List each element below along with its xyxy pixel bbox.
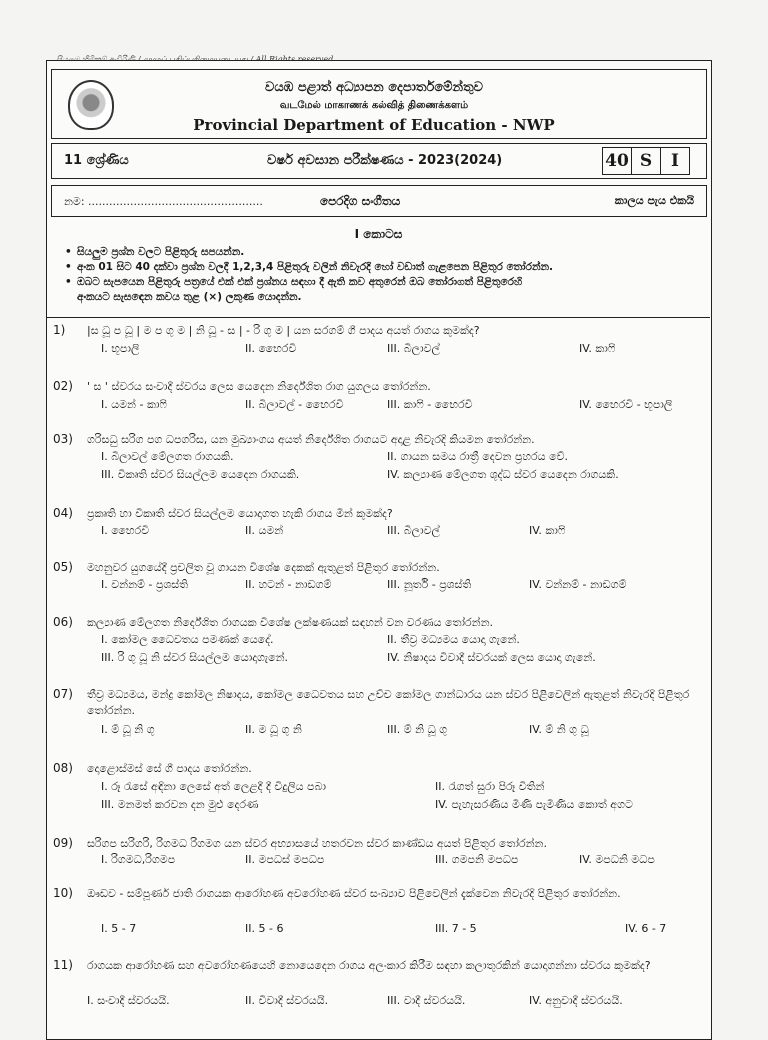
- option: I. කෝමල ධෛවතය පමණක් යෙදේ.: [101, 633, 274, 646]
- department-sinhala: වයඹ පළාත් අධ්‍යාපන දෙපාර්තමේන්තුව: [265, 80, 483, 95]
- department-tamil: வடமேல் மாகாணக் கல்வித் திணைக்களம்: [279, 100, 469, 111]
- instructions: [63, 245, 703, 305]
- question-number: 08): [53, 761, 73, 775]
- paper-header: [51, 69, 707, 139]
- option: I. භූපාලි: [101, 342, 140, 355]
- question-text: මහනුවර යුගයේදී ප්‍රචලිත වූ ගායන විශේෂ දෙකක් ඇතුළත් පිළිතුර තෝරන්න.: [87, 561, 440, 574]
- question-number: 04): [53, 506, 73, 520]
- option: III. බිලාවල්: [387, 524, 440, 537]
- option: IV. නිෂාදය විවාදී ස්වරයක් ලෙස යොදා ගැනේ.: [387, 651, 596, 664]
- instruction-item: • අංක 01 සිට 40 දක්වා ප්‍රශ්න වලදී 1,2,3,4 පිළිතුරු වලින් නිවැරදි හෝ වඩාත් ගැළපෙන පිළිතුර තෝරන්න.: [63, 260, 703, 275]
- paper-code-number: 40: [605, 151, 629, 171]
- option: I. 5 - 7: [101, 922, 137, 935]
- paper-code-box: [602, 147, 690, 175]
- option: IV. අනුවාදී ස්වරයයි.: [529, 994, 623, 1007]
- grade-label: 11 ශ්‍රේණිය: [64, 153, 129, 168]
- option: I. භෛරවී: [101, 524, 150, 537]
- option: IV. භෛරවී - භූපාලි: [579, 398, 673, 411]
- option: IV. ම් නි ගු ධූ: [529, 723, 589, 736]
- option: IV. කාෆි: [529, 524, 566, 537]
- question-text: තීව්‍ර මධ්‍යමය, මන්ද්‍ර කෝමල නිෂාදය, කෝමල ධෛවතය සහ උච්ච කෝමල ගාන්ධාරය යන ස්වර පිළිවෙලින් ඇතුළත් නිවැරදි පිළිතුර තෝරන්න.: [87, 688, 690, 717]
- option: IV. කාෆි: [579, 342, 616, 355]
- divider: [47, 317, 710, 318]
- exam-info-row: [51, 143, 707, 179]
- question-number: 11): [53, 958, 73, 972]
- option: IV. 6 - 7: [625, 922, 667, 935]
- option: II. ම ධූ ගු නි: [245, 723, 302, 736]
- option: III. ගමපනි මපධප: [435, 853, 519, 866]
- question-number: 07): [53, 687, 73, 701]
- option: I. රූ රැසේ අඳිනා ලෙසේ අත් ලෙළදී දී විදුලිය පබා: [101, 780, 326, 793]
- option: III. මනමත් කරවන දන මුළු දෙරණ: [101, 798, 259, 811]
- question-number: 05): [53, 560, 73, 574]
- option: III. ම් නි ධූ ගු: [387, 723, 448, 736]
- option: IV. කල්‍යාණ මේලගත ශුද්ධ ස්වර යෙදෙන රාගයකි.: [387, 468, 619, 481]
- exam-paper: [46, 60, 712, 1040]
- question-text: ඖඩව - සම්පූර්ණ ජාති රාගයක ආරෝහණ අවරෝහණ ස්වර සංඛ්‍යාව පිළිවෙලින් දැක්වෙන නිවැරදි පිළිතුර තෝරන්න.: [87, 887, 621, 900]
- option: III. කාෆි - භෛරවී: [387, 398, 473, 411]
- option: II. බිලාවල් - භෛරවී: [245, 398, 344, 411]
- option: III. විකෘති ස්වර සියල්ලම යෙදෙන රාගයකි.: [101, 468, 300, 481]
- question-text: රාගයක ආරෝහණ සහ අවරෝහණයෙහි නොයෙදෙන රාගය අලංකාර කිරීම සඳහා කලාතුරකින් යොදාගන්නා ස්වරය කුමක්ද?: [87, 959, 651, 972]
- question-number: 10): [53, 886, 73, 900]
- subject-row: [51, 185, 707, 217]
- option: II. තීව්‍ර මධ්‍යමය යොදා ගැනේ.: [387, 633, 520, 646]
- question-number: 1): [53, 323, 66, 337]
- section-title: I කොටස: [354, 227, 403, 241]
- option: I. ම් ධූ නි ගු: [101, 723, 155, 736]
- question-text: කල්‍යාණ මේලගත නිර්දේශිත රාගයක විශේෂ ලක්ෂණයක් සඳහන් වන වරණය තෝරන්න.: [87, 616, 494, 629]
- option: I. වන්නම් - ප්‍රශස්ති: [101, 578, 189, 591]
- option: II. ගායන සමය රාත්‍රී දෙවන ප්‍රහරය වේ.: [387, 450, 568, 463]
- option: III. නූර්ති - ප්‍රශස්ති: [387, 578, 472, 591]
- question-text: ' ස ' ස්වරය සංවාදී ස්වරය ලෙස යෙදෙන නිර්දේශිත රාග යුගලය තෝරන්න.: [87, 380, 431, 393]
- option: II. මපධස් මපධප: [245, 853, 325, 866]
- emblem-icon: [68, 80, 114, 130]
- instruction-item: • ඔබට සැපයෙන පිළිතුරු පත්‍රයේ එක් එක් ප්‍රශ්නය සඳහා දී ඇති කව අතුරෙන් ඔබ තෝරාගත් පිළිතුරෙහි: [63, 275, 703, 290]
- question-text: දොළොස්මස් සේ ගී පාදය තෝරන්න.: [87, 762, 252, 775]
- exam-title: වර්ෂ අවසාන පරීක්ෂණය - 2023(2024): [267, 153, 503, 168]
- name-field: නම: ..................................................: [64, 195, 263, 208]
- department-english: Provincial Department of Education - NWP: [193, 116, 555, 134]
- option: I. සංවාදී ස්වරයයි.: [87, 994, 170, 1007]
- option: IV. වන්නම් - නාඩගම්: [529, 578, 627, 591]
- duration-label: කාලය පැය එකයි: [614, 194, 694, 207]
- question-text: සරිගප සරිගරි, රිගමධ රිගමග යන ස්වර අභ්‍යාසයේ හතරවන ස්වර කාණ්ඩය අයත් පිළිතුර තෝරන්න.: [87, 837, 547, 850]
- option: III. වාදී ස්වරයයි.: [387, 994, 466, 1007]
- option: II. රැගත් සුරා පිරූ විතින්: [435, 780, 545, 793]
- paper-code-i: I: [660, 148, 689, 174]
- question-number: 06): [53, 615, 73, 629]
- question-text: ප්‍රකෘති හා විකෘති ස්වර සියල්ලම යොදාගත හැකි රාගය මින් කුමක්ද?: [87, 507, 393, 520]
- question-text: |ස ධූ ප ධූ | ම ප ගු ම | නි ධූ - ස | - රි ගු ම | යන සරගම් ගී පාදය අයත් රාගය කුමක්ද?: [87, 324, 480, 337]
- option: I. රිගමධ,රිගමප: [101, 853, 176, 866]
- option: I. යමන් - කාෆි: [101, 398, 167, 411]
- option: II. හටන් - නාඩගම්: [245, 578, 332, 591]
- option: II. විවාදී ස්වරයයි.: [245, 994, 329, 1007]
- question-text: ගරිසධු සරිග පග ධපගරිස, යන මුඛ්‍යාංගය අයත් නිර්දේශිත රාගයට අදාළ නිවැරදි කියමන තෝරන්න.: [87, 433, 535, 446]
- option: I. බිලාවල් මේලගත රාගයකි.: [101, 450, 234, 463]
- option: II. 5 - 6: [245, 922, 284, 935]
- subject-title: පෙරදිග සංගීතය: [320, 194, 401, 208]
- option: III. බිලාවල්: [387, 342, 440, 355]
- paper-code-s: S: [631, 148, 660, 174]
- question-number: 03): [53, 432, 73, 446]
- option: III. 7 - 5: [435, 922, 477, 935]
- option: II. භෛරවී: [245, 342, 297, 355]
- option: IV. පැහැසරණිය මිණි පැමිණිය කොත් අගට: [435, 798, 633, 811]
- instruction-item: • සියලුම ප්‍රශ්න වලට පිළිතුරු සපයන්න.: [63, 245, 703, 260]
- option: III. රි ගු ධූ නි ස්වර සියල්ලම යොදාගැනේ.: [101, 651, 289, 664]
- question-number: 02): [53, 379, 73, 393]
- question-number: 09): [53, 836, 73, 850]
- option: IV. මපධනි මධප: [579, 853, 655, 866]
- option: II. යමන්: [245, 524, 284, 537]
- instruction-item: අංකයට සැසඳෙන කවය තුළ (×) ලකුණ යොදන්න.: [77, 291, 302, 303]
